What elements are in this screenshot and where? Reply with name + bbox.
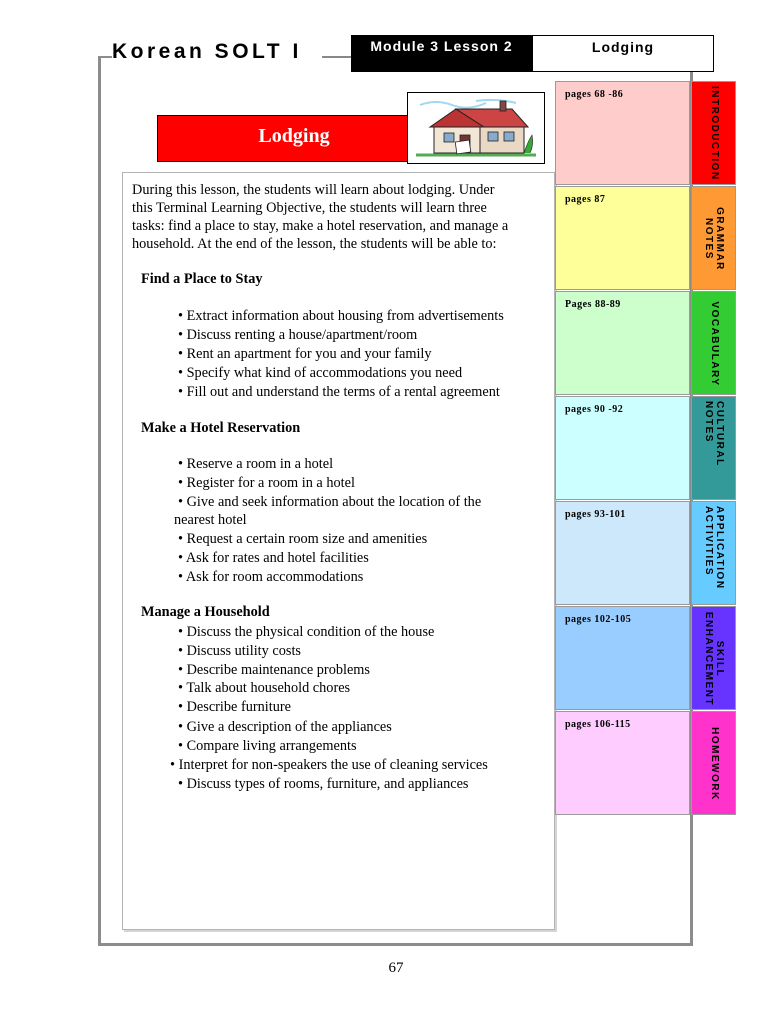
page-range-vocabulary: Pages 88-89 <box>555 291 690 395</box>
list-item: • Register for a room in a hotel <box>178 475 355 491</box>
list-item: • Ask for rates and hotel facilities <box>178 550 369 566</box>
page-range-homework: pages 106-115 <box>555 711 690 815</box>
frame-left <box>98 56 101 946</box>
list-item: • Rent an apartment for you and your family <box>178 346 432 362</box>
tab-application-activities[interactable]: APPLICATION ACTIVITIES <box>691 501 736 605</box>
tab-cultural-notes[interactable]: CULTURAL NOTES <box>691 396 736 500</box>
page-range-introduction: pages 68 -86 <box>555 81 690 185</box>
page-range-grammar-notes: pages 87 <box>555 186 690 290</box>
tab-homework[interactable]: HOMEWORK <box>691 711 736 815</box>
frame-bottom <box>98 943 693 946</box>
tab-skill-enhancement[interactable]: SKILL ENHANCEMENT <box>691 606 736 710</box>
page-range-application-activities: pages 93-101 <box>555 501 690 605</box>
house-icon <box>416 97 536 159</box>
tab-vocabulary[interactable]: VOCABULARY <box>691 291 736 395</box>
course-title: Korean SOLT I <box>112 40 302 63</box>
list-item: • Talk about household chores <box>178 680 351 696</box>
tab-introduction[interactable]: INTRODUCTION <box>691 81 736 185</box>
list-item: • Interpret for non-speakers the use of cleaning services <box>170 757 488 773</box>
list-item: • Ask for room accommodations <box>178 569 364 585</box>
lesson-title-banner: Lodging <box>157 115 431 162</box>
page-range-cultural-notes: pages 90 -92 <box>555 396 690 500</box>
list-item: • Reserve a room in a hotel <box>178 456 334 472</box>
tab-grammar-notes[interactable]: GRAMMAR NOTES <box>691 186 736 290</box>
list-item: • Give and seek information about the location of the <box>178 494 482 510</box>
list-item: • Request a certain room size and amenities <box>178 531 428 547</box>
list-item: • Describe furniture <box>178 699 291 715</box>
list-item: • Describe maintenance problems <box>178 662 370 678</box>
section-heading-find-place: Find a Place to Stay <box>141 271 263 287</box>
topic-label: Lodging <box>532 35 714 72</box>
page-number: 67 <box>388 960 404 976</box>
list-item: • Compare living arrangements <box>178 738 357 754</box>
list-item: • Give a description of the appliances <box>178 719 392 735</box>
list-item: • Specify what kind of accommodations you need <box>178 365 463 381</box>
list-item: • Discuss the physical condition of the house <box>178 624 435 640</box>
section-heading-household: Manage a Household <box>141 604 270 620</box>
intro-line-3: tasks: find a place to stay, make a hotel reservation, and manage a <box>132 218 509 234</box>
section-heading-hotel: Make a Hotel Reservation <box>141 420 301 436</box>
list-item: • Discuss types of rooms, furniture, and appliances <box>178 776 469 792</box>
intro-line-2: this Terminal Learning Objective, the students will learn three <box>132 200 487 216</box>
list-item: • Discuss renting a house/apartment/room <box>178 327 418 343</box>
intro-line-4: household. At the end of the lesson, the students will be able to: <box>132 236 497 252</box>
page-range-skill-enhancement: pages 102-105 <box>555 606 690 710</box>
header-rule <box>322 56 352 58</box>
list-item-continuation: nearest hotel <box>174 512 247 528</box>
module-label: Module 3 Lesson 2 <box>351 35 532 72</box>
list-item: • Fill out and understand the terms of a rental agreement <box>178 384 500 400</box>
list-item: • Discuss utility costs <box>178 643 301 659</box>
house-clipart <box>407 92 545 164</box>
list-item: • Extract information about housing from advertisements <box>178 308 504 324</box>
intro-line-1: During this lesson, the students will learn about lodging. Under <box>132 182 495 198</box>
